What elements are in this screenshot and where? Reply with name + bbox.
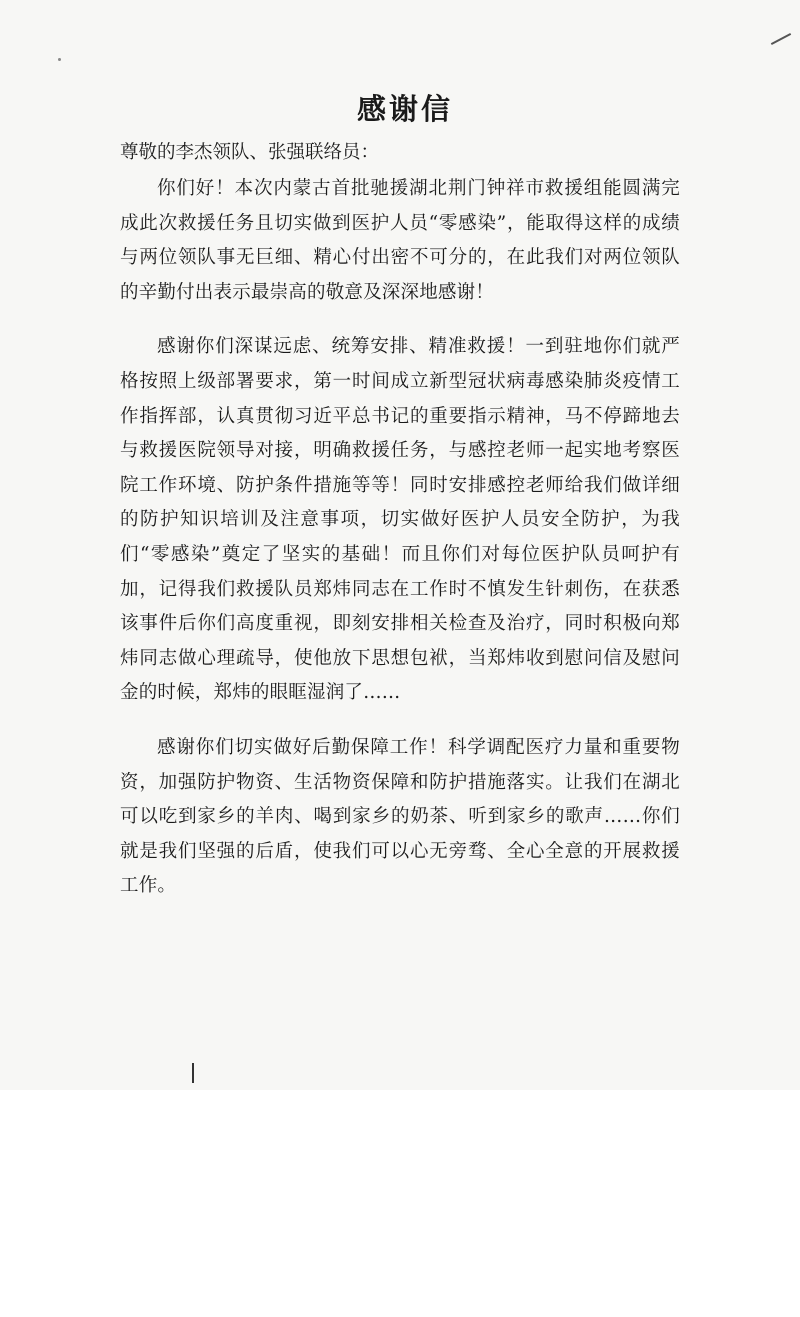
letter-body [120, 82, 680, 924]
scan-speck [58, 58, 61, 61]
blank-margin [0, 1090, 800, 1317]
letter-title: 感谢信 [356, 92, 453, 126]
pen-mark [771, 33, 791, 45]
letter-salutation: 尊敬的李杰领队、张强联络员： [120, 142, 380, 163]
paragraph-logistics: 感谢你们切实做好后勤保障工作！科学调配医疗力量和重要物资，加强防护物资、生活物资保障和防护措施落实。让我们在湖北可以吃到家乡的羊肉、喝到家乡的奶茶、听到家乡的歌声……你们就是我们坚强的后盾，使我们可以心无旁骛、全心全意的开展救援工作。 [120, 736, 680, 897]
pen-tick-mark [192, 1063, 194, 1083]
paragraph-planning: 感谢你们深谋远虑、统筹安排、精准救援！一到驻地你们就严格按照上级部署要求，第一时间成立新型冠状病毒感染肺炎疫情工作指挥部，认真贯彻习近平总书记的重要指示精神，马不停蹄地去与救援医院领导对接，明确救援任务，与感控老师一起实地考察医院工作环境、防护条件措施等等！同时安排感控老师给我们做详细的防护知识培训及注意事项，切实做好医护人员安全防护，为我们“零感染”奠定了坚实的基础！而且你们对每位医护队员呵护有加，记得我们救援队员郑炜同志在工作时不慎发生针刺伤，在获悉该事件后你们高度重视，即刻安排相关检查及治疗，同时积极向郑炜同志做心理疏导，使他放下思想包袱，当郑炜收到慰问信及慰问金的时候，郑炜的眼眶湿润了…… [120, 336, 680, 704]
paragraph-greeting: 你们好！本次内蒙古首批驰援湖北荆门钟祥市救援组能圆满完成此次救援任务且切实做到医护人员“零感染”，能取得这样的成绩与两位领队事无巨细、精心付出密不可分的，在此我们对两位领队的辛勤付出表示最崇高的敬意及深深地感谢！ [120, 178, 680, 303]
